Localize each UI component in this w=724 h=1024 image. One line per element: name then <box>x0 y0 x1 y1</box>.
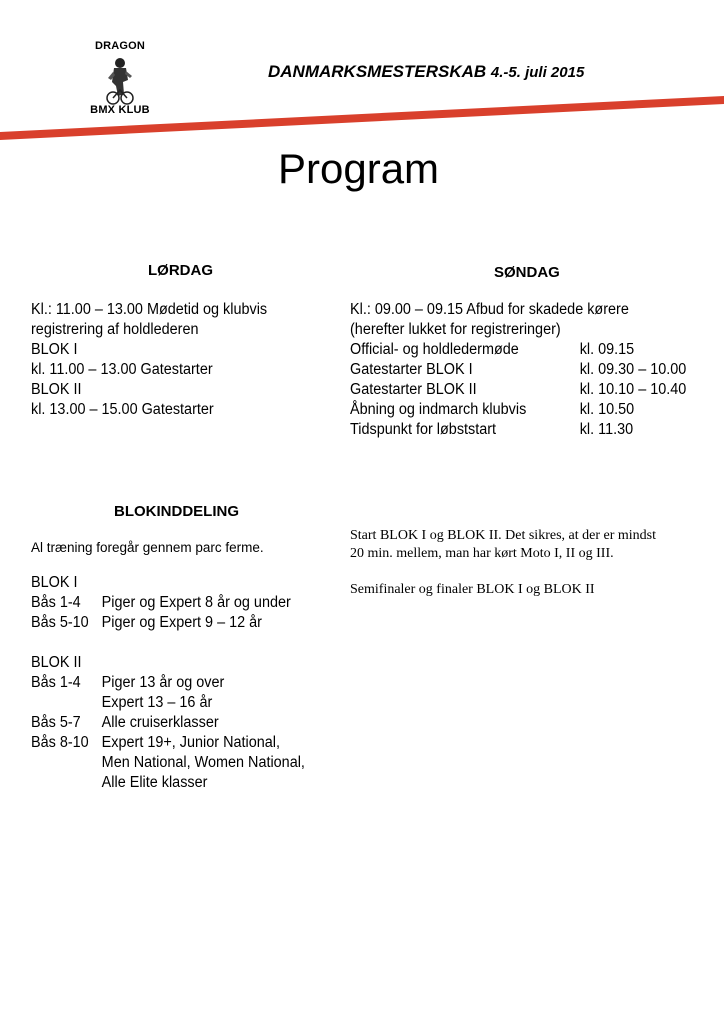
saturday-line: registrering af holdlederen <box>31 321 199 338</box>
sunday-schedule-row <box>350 360 703 380</box>
page-title: Program <box>278 145 440 192</box>
notes-line: 20 min. mellem, man har kørt Moto I, II og III. <box>350 546 614 561</box>
gate-desc: Alle Elite klasser <box>101 774 208 791</box>
schedule-time: kl. 10.50 <box>579 401 635 418</box>
blok2-row <box>31 753 305 773</box>
gate-label: Bås 1-4 <box>31 674 81 691</box>
event-name: DANMARKSMESTERSKAB <box>268 62 487 81</box>
gate-desc: Piger og Expert 8 år og under <box>101 594 291 611</box>
gate-label: Bås 5-10 <box>31 614 89 631</box>
sunday-schedule-row <box>350 400 703 420</box>
gate-desc: Men National, Women National, <box>101 754 305 771</box>
saturday-line: Kl.: 11.00 – 13.00 Mødetid og klubvis <box>31 301 268 318</box>
saturday-line: kl. 13.00 – 15.00 Gatestarter <box>31 401 214 418</box>
sunday-heading: SØNDAG <box>494 264 560 281</box>
logo-bottom-text: BMX KLUB <box>90 104 150 116</box>
gate-desc: Piger 13 år og over <box>101 674 225 691</box>
saturday-line: kl. 11.00 – 13.00 Gatestarter <box>31 361 213 378</box>
blok1-row <box>31 613 262 633</box>
schedule-time: kl. 09.15 <box>579 341 635 358</box>
gate-desc: Alle cruiserklasser <box>101 714 219 731</box>
notes-semifinals: Semifinaler og finaler BLOK I og BLOK II <box>350 582 595 597</box>
schedule-label: Official- og holdledermøde <box>350 341 519 358</box>
sunday-intro-line: (herefter lukket for registreringer) <box>350 321 561 338</box>
notes-start <box>350 527 656 563</box>
gate-desc: Expert 19+, Junior National, <box>101 734 280 751</box>
blok2-row <box>31 693 213 713</box>
logo-top-text: DRAGON <box>94 40 146 52</box>
blok1-section <box>31 573 291 633</box>
blok2-row <box>31 713 219 733</box>
sunday-intro-line: Kl.: 09.00 – 09.15 Afbud for skadede kørere <box>350 301 629 318</box>
saturday-line: BLOK II <box>31 381 82 398</box>
schedule-label: Tidspunkt for løbststart <box>350 421 497 438</box>
gate-desc: Expert 13 – 16 år <box>101 694 213 711</box>
event-dates: 4.-5. juli 2015 <box>490 64 585 81</box>
schedule-time: kl. 11.30 <box>579 421 634 438</box>
saturday-line: BLOK I <box>31 341 78 358</box>
notes-line: Start BLOK I og BLOK II. Det sikres, at der er mindst <box>350 528 656 543</box>
blok2-section <box>31 653 305 793</box>
gate-label: Bås 8-10 <box>31 734 89 751</box>
blok1-title: BLOK I <box>31 574 78 591</box>
training-note: Al træning foregår gennem parc ferme. <box>31 540 264 555</box>
blok2-row <box>31 733 280 753</box>
schedule-label: Gatestarter BLOK II <box>350 381 477 398</box>
schedule-time: kl. 10.10 – 10.40 <box>579 381 687 398</box>
gate-label: Bås 5-7 <box>31 714 81 731</box>
blok1-row <box>31 593 291 613</box>
blocks-heading: BLOKINDDELING <box>114 503 239 520</box>
blok2-row <box>31 673 225 693</box>
sunday-schedule <box>350 300 703 440</box>
gate-label: Bås 1-4 <box>31 594 81 611</box>
gate-desc: Piger og Expert 9 – 12 år <box>101 614 262 631</box>
header-stripe <box>0 0 724 150</box>
blok2-title: BLOK II <box>31 654 82 671</box>
sunday-schedule-row <box>350 380 703 400</box>
sunday-schedule-row <box>350 340 703 360</box>
schedule-time: kl. 09.30 – 10.00 <box>579 361 687 378</box>
saturday-heading: LØRDAG <box>148 262 213 279</box>
saturday-schedule <box>31 300 267 420</box>
blok2-row <box>31 773 208 793</box>
schedule-label: Gatestarter BLOK I <box>350 361 473 378</box>
sunday-schedule-row <box>350 420 703 440</box>
schedule-label: Åbning og indmarch klubvis <box>350 401 527 418</box>
